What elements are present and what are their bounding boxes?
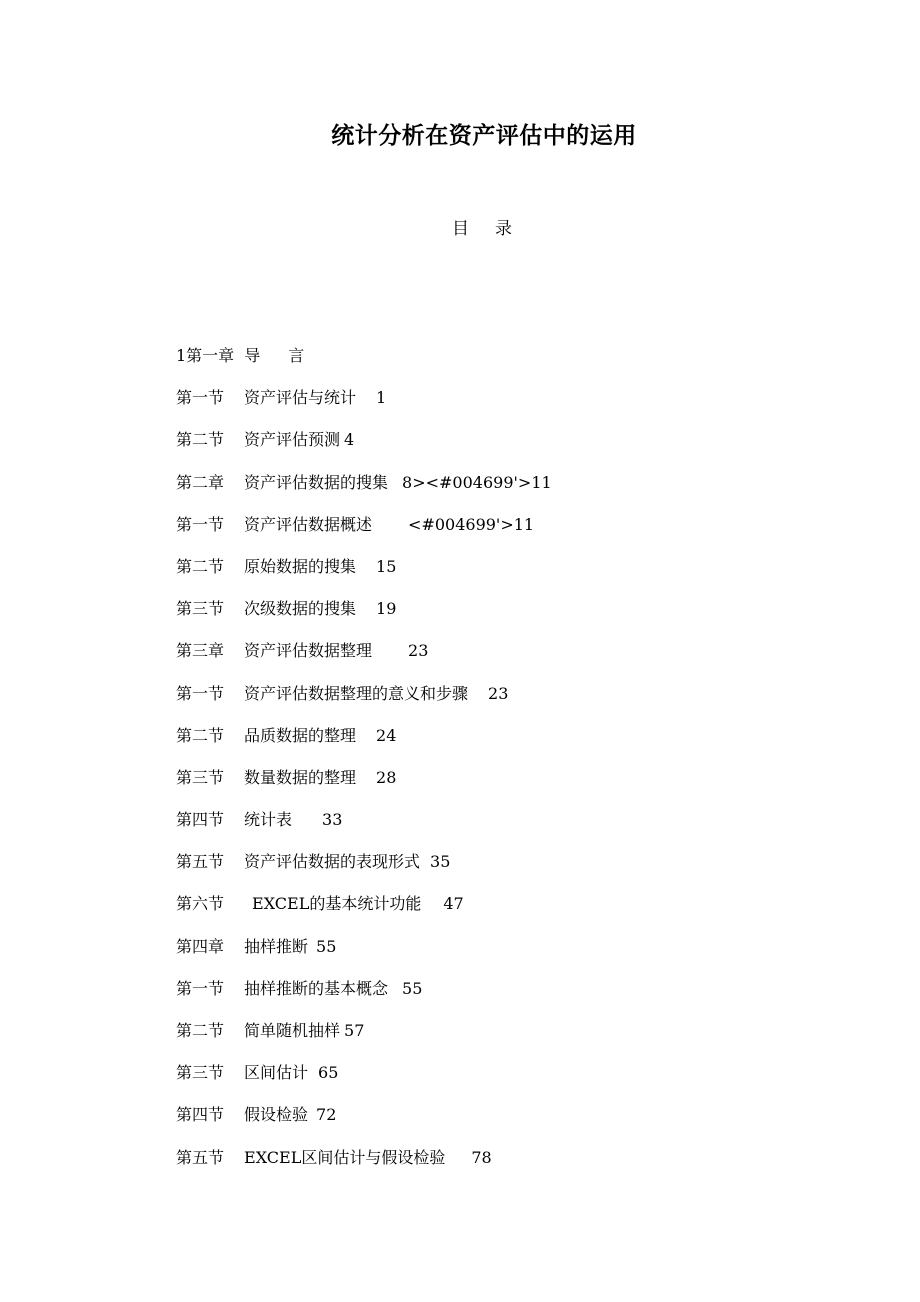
toc-heading — [452, 216, 512, 242]
toc-entry[interactable] — [176, 722, 876, 764]
toc-entry-title: 抽样推断的基本概念 — [244, 978, 389, 998]
toc-entry[interactable] — [176, 1059, 876, 1101]
toc-entry-label: 第五节 — [176, 852, 225, 872]
toc-entry[interactable] — [176, 511, 876, 553]
toc-entry-title: 品质数据的整理 — [244, 725, 357, 745]
toc-entry-label: 第一节 — [176, 683, 225, 703]
toc-entry[interactable] — [176, 426, 876, 468]
toc-entry-page: 33 — [322, 810, 343, 830]
toc-entry[interactable] — [176, 848, 876, 890]
toc-entry[interactable] — [176, 764, 876, 806]
toc-entry[interactable] — [176, 342, 876, 384]
document-title: 统计分析在资产评估中的运用 — [331, 122, 637, 149]
toc-entry-label: 第一节 — [176, 514, 225, 534]
toc-entry-title: 资产评估预测 — [244, 430, 341, 450]
toc-entry[interactable] — [176, 806, 876, 848]
toc-heading-char-2: 录 — [495, 219, 512, 239]
toc-entry-label: 第一节 — [176, 978, 225, 998]
toc-entry-title: 数量数据的整理 — [244, 767, 357, 787]
toc-entry-page: 57 — [344, 1021, 365, 1040]
toc-entry-title: 资产评估与统计 — [244, 388, 357, 408]
toc-entry-page: 65 — [318, 1063, 339, 1083]
toc-entry[interactable] — [176, 595, 876, 637]
toc-entry-title: 假设检验 — [244, 1105, 309, 1125]
toc-entry-title: 资产评估数据概述 — [244, 514, 373, 534]
toc-entry[interactable] — [176, 469, 876, 511]
toc-entry[interactable] — [176, 890, 876, 932]
toc-entry[interactable] — [176, 553, 876, 595]
toc-entry-title: 简单随机抽样 — [244, 1021, 341, 1040]
toc-entry-page: 78 — [471, 1147, 492, 1167]
toc-entry-label: 第三章 — [176, 641, 225, 661]
toc-entry[interactable] — [176, 1101, 876, 1143]
toc-entry-label: 第三节 — [176, 767, 225, 787]
toc-entry-label: 第二节 — [176, 1021, 225, 1040]
toc-entry-title: 资产评估数据整理的意义和步骤 — [244, 683, 469, 703]
toc-entry[interactable] — [176, 680, 876, 722]
toc-entry-label: 第二节 — [176, 556, 225, 576]
toc-entry-label: 第四节 — [176, 1105, 225, 1125]
toc-entry[interactable] — [176, 1017, 876, 1059]
toc-entry-label: 第四章 — [176, 936, 225, 956]
toc-entry[interactable] — [176, 384, 876, 426]
toc-entry[interactable] — [176, 933, 876, 975]
toc-entry[interactable] — [176, 1144, 876, 1186]
toc-entry-title: 导 言 — [244, 346, 311, 365]
toc-entry-title: 区间估计 — [244, 1063, 309, 1083]
toc-entry-title: 资产评估数据的表现形式 — [244, 852, 421, 872]
toc-entry-label: 1第一章 — [176, 346, 235, 365]
toc-entry[interactable] — [176, 637, 876, 679]
toc-entry-page: 4 — [344, 430, 355, 450]
toc-entry-label: 第四节 — [176, 810, 225, 830]
toc-entry-page: 15 — [376, 556, 397, 576]
toc-entry-title: EXCEL的基本统计功能 — [252, 894, 422, 914]
toc-entry-label: 第一节 — [176, 388, 225, 408]
toc-entry-label: 第三节 — [176, 599, 225, 619]
toc-entry-page: 24 — [376, 725, 397, 745]
toc-entry-label: 第二节 — [176, 430, 225, 450]
toc-entry-title: EXCEL区间估计与假设检验 — [244, 1147, 446, 1167]
table-of-contents — [176, 342, 876, 1186]
toc-entry-page: 72 — [316, 1105, 337, 1125]
toc-entry-label: 第二章 — [176, 472, 225, 492]
toc-entry-page: 23 — [408, 641, 429, 661]
toc-entry[interactable] — [176, 975, 876, 1017]
toc-heading-char-1: 目 — [452, 219, 469, 239]
toc-entry-page: 28 — [376, 767, 397, 787]
toc-entry-title: 原始数据的搜集 — [244, 556, 357, 576]
toc-entry-label: 第二节 — [176, 725, 225, 745]
toc-entry-label: 第五节 — [176, 1147, 225, 1167]
toc-entry-page: 35 — [430, 852, 451, 872]
toc-entry-label: 第六节 — [176, 894, 225, 914]
toc-entry-title: 资产评估数据整理 — [244, 641, 373, 661]
toc-entry-page: 55 — [316, 936, 337, 956]
toc-entry-title: 抽样推断 — [244, 936, 309, 956]
toc-entry-page: 8><#004699'>11 — [402, 472, 552, 492]
toc-entry-page: <#004699'>11 — [408, 514, 535, 534]
toc-entry-title: 资产评估数据的搜集 — [244, 472, 389, 492]
toc-entry-page: 1 — [376, 388, 387, 408]
toc-entry-title: 统计表 — [244, 810, 293, 830]
toc-entry-title: 次级数据的搜集 — [244, 599, 357, 619]
toc-entry-page: 55 — [402, 978, 423, 998]
toc-entry-page: 19 — [376, 599, 397, 619]
toc-entry-page: 23 — [488, 683, 509, 703]
toc-entry-label: 第三节 — [176, 1063, 225, 1083]
toc-entry-page: 47 — [443, 894, 464, 914]
